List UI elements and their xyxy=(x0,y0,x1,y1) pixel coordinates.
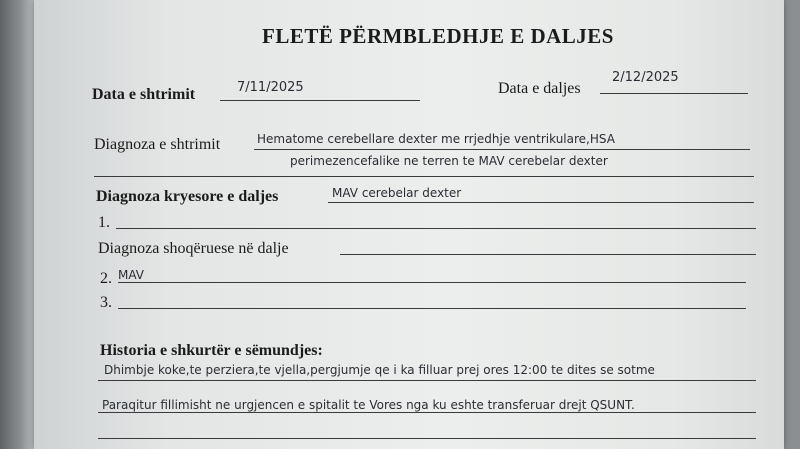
form-title: FLETË PËRMBLEDHJE E DALJES xyxy=(262,24,614,48)
secondary-item2-label: 2. xyxy=(100,270,112,287)
admission-diagnosis-line1: Hematome cerebellare dexter me rrjedhje ventrikulare,HSA xyxy=(257,132,615,146)
secondary-item3-underline xyxy=(118,308,746,309)
history-underline2 xyxy=(98,412,756,413)
main-diagnosis-label: Diagnoza kryesore e daljes xyxy=(96,188,279,205)
history-underline1 xyxy=(98,380,756,381)
secondary-diagnosis-label: Diagnoza shoqëruese në dalje xyxy=(98,240,289,257)
main-item1-underline xyxy=(116,228,756,229)
history-underline3 xyxy=(98,438,756,439)
main-diagnosis-underline xyxy=(328,202,754,203)
secondary-diagnosis-underline xyxy=(340,254,756,255)
discharge-date-value: 2/12/2025 xyxy=(612,70,679,85)
admission-diagnosis-line2: perimezencefalike ne terren te MAV cerebelar dexter xyxy=(290,154,608,168)
secondary-item2-underline xyxy=(118,282,746,283)
main-item1-label: 1. xyxy=(98,214,110,231)
admission-diagnosis-underline1 xyxy=(254,149,750,150)
background-edge xyxy=(0,0,34,449)
secondary-item3-label: 3. xyxy=(100,294,112,311)
admission-diagnosis-label: Diagnoza e shtrimit xyxy=(94,136,221,153)
history-line2: Paraqitur fillimisht ne urgjencen e spitalit te Vores nga ku eshte transferuar drejt QSUNT. xyxy=(102,398,635,412)
admission-date-value: 7/11/2025 xyxy=(237,80,304,95)
main-diagnosis-value: MAV cerebelar dexter xyxy=(332,186,462,200)
discharge-date-label: Data e daljes xyxy=(498,80,581,97)
discharge-date-line xyxy=(600,93,748,94)
discharge-summary-sheet xyxy=(34,0,784,449)
admission-diagnosis-underline2 xyxy=(94,176,754,177)
history-line1: Dhimbje koke,te perziera,te vjella,pergjumje qe i ka filluar prej ores 12:00 te dites se sotme xyxy=(104,363,655,377)
admission-date-label: Data e shtrimit xyxy=(92,86,196,103)
history-label: Historia e shkurtër e sëmundjes: xyxy=(100,342,323,359)
secondary-item2-value: MAV xyxy=(118,268,145,282)
admission-date-line xyxy=(220,100,420,101)
